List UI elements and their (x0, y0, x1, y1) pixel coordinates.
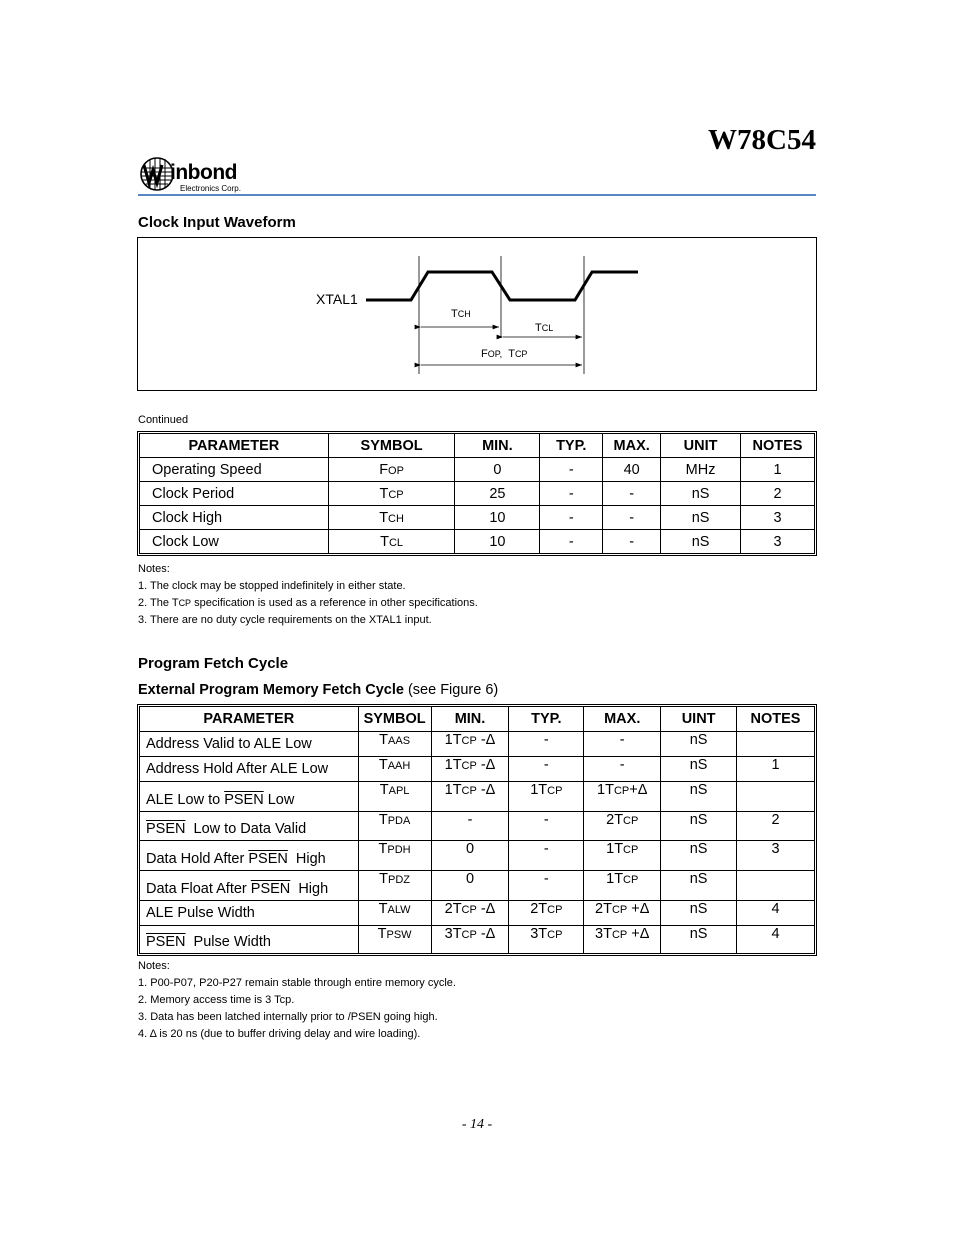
fetch-notes: Notes: 1. P00-P07, P20-P27 remain stable through entire memory cycle. 2. Memory access time is 3 Tcp. 3. Data has been latched internally prior to /PSEN going high. 4. Δ is 20 ns (due to buffer driving delay and wire loading). (138, 960, 456, 1040)
table-row: Operating Speed FOP 0 - 40 MHz 1 (140, 458, 815, 482)
col-notes: NOTES (737, 707, 815, 732)
col-parameter: PARAMETER (140, 434, 329, 458)
table-row: Clock High TCH 10 - - nS 3 (140, 506, 815, 530)
col-min: MIN. (455, 434, 540, 458)
clock-section-title: Clock Input Waveform (138, 214, 296, 231)
col-min: MIN. (431, 707, 509, 732)
table-row: ALE Low to PSEN Low TAPL 1TCP -Δ 1TCP 1TCP+Δ nS (140, 782, 815, 812)
clock-notes: Notes: 1. The clock may be stopped indefinitely in either state. 2. The TCP specification is used as a reference in other specifications. 3. There are no duty cycle requirements on the XTAL1 input. (138, 563, 478, 626)
col-parameter: PARAMETER (140, 707, 359, 732)
fetch-section-title: Program Fetch Cycle (138, 655, 289, 672)
clock-spec-table (137, 431, 817, 556)
logo-subtext: Electronics Corp. (180, 184, 241, 193)
clock-waveform-figure (137, 237, 817, 391)
header-rule (138, 194, 816, 196)
clock-table-header (140, 434, 815, 458)
logo-text: inbond (170, 161, 237, 184)
winbond-logo (140, 156, 270, 196)
fop-tcp-label: FOP, TCP (481, 348, 528, 360)
table-row: Data Float After PSEN High TPDZ 0 - 1TCP nS (140, 871, 815, 901)
table-row: ALE Pulse Width TALW 2TCP -Δ 2TCP 2TCP +Δ nS 4 (140, 901, 815, 926)
clock-waveform-diagram (138, 238, 816, 390)
fetch-table-header (140, 707, 815, 732)
col-typ: TYP. (540, 434, 603, 458)
part-number: W78C54 (708, 124, 816, 156)
xtal1-label: XTAL1 (316, 291, 358, 307)
col-notes: NOTES (741, 434, 815, 458)
table-row: Clock Period TCP 25 - - nS 2 (140, 482, 815, 506)
continued-label: Continued (138, 414, 189, 426)
col-symbol: SYMBOL (328, 434, 455, 458)
tcl-label: TCL (535, 322, 554, 334)
col-max: MAX. (584, 707, 661, 732)
page-number: - 14 - (461, 1117, 493, 1132)
table-row: PSEN Pulse Width TPSW 3TCP -Δ 3TCP 3TCP +Δ nS 4 (140, 926, 815, 954)
tch-label: TCH (451, 308, 471, 320)
table-row: Address Hold After ALE Low TAAH 1TCP -Δ - - nS 1 (140, 757, 815, 782)
col-symbol: SYMBOL (358, 707, 431, 732)
fetch-table-title: External Program Memory Fetch Cycle (see Figure 6) (138, 682, 499, 698)
table-row: Clock Low TCL 10 - - nS 3 (140, 530, 815, 554)
xtal1-waveform (366, 272, 638, 300)
table-row: Data Hold After PSEN High TPDH 0 - 1TCP nS 3 (140, 841, 815, 871)
col-unit: UNIT (661, 434, 741, 458)
col-unit: UINT (661, 707, 737, 732)
col-typ: TYP. (509, 707, 584, 732)
fetch-spec-table (137, 704, 817, 956)
table-row: PSEN Low to Data Valid TPDA - - 2TCP nS 2 (140, 812, 815, 841)
table-row: Address Valid to ALE Low TAAS 1TCP -Δ - - nS (140, 732, 815, 757)
col-max: MAX. (603, 434, 661, 458)
